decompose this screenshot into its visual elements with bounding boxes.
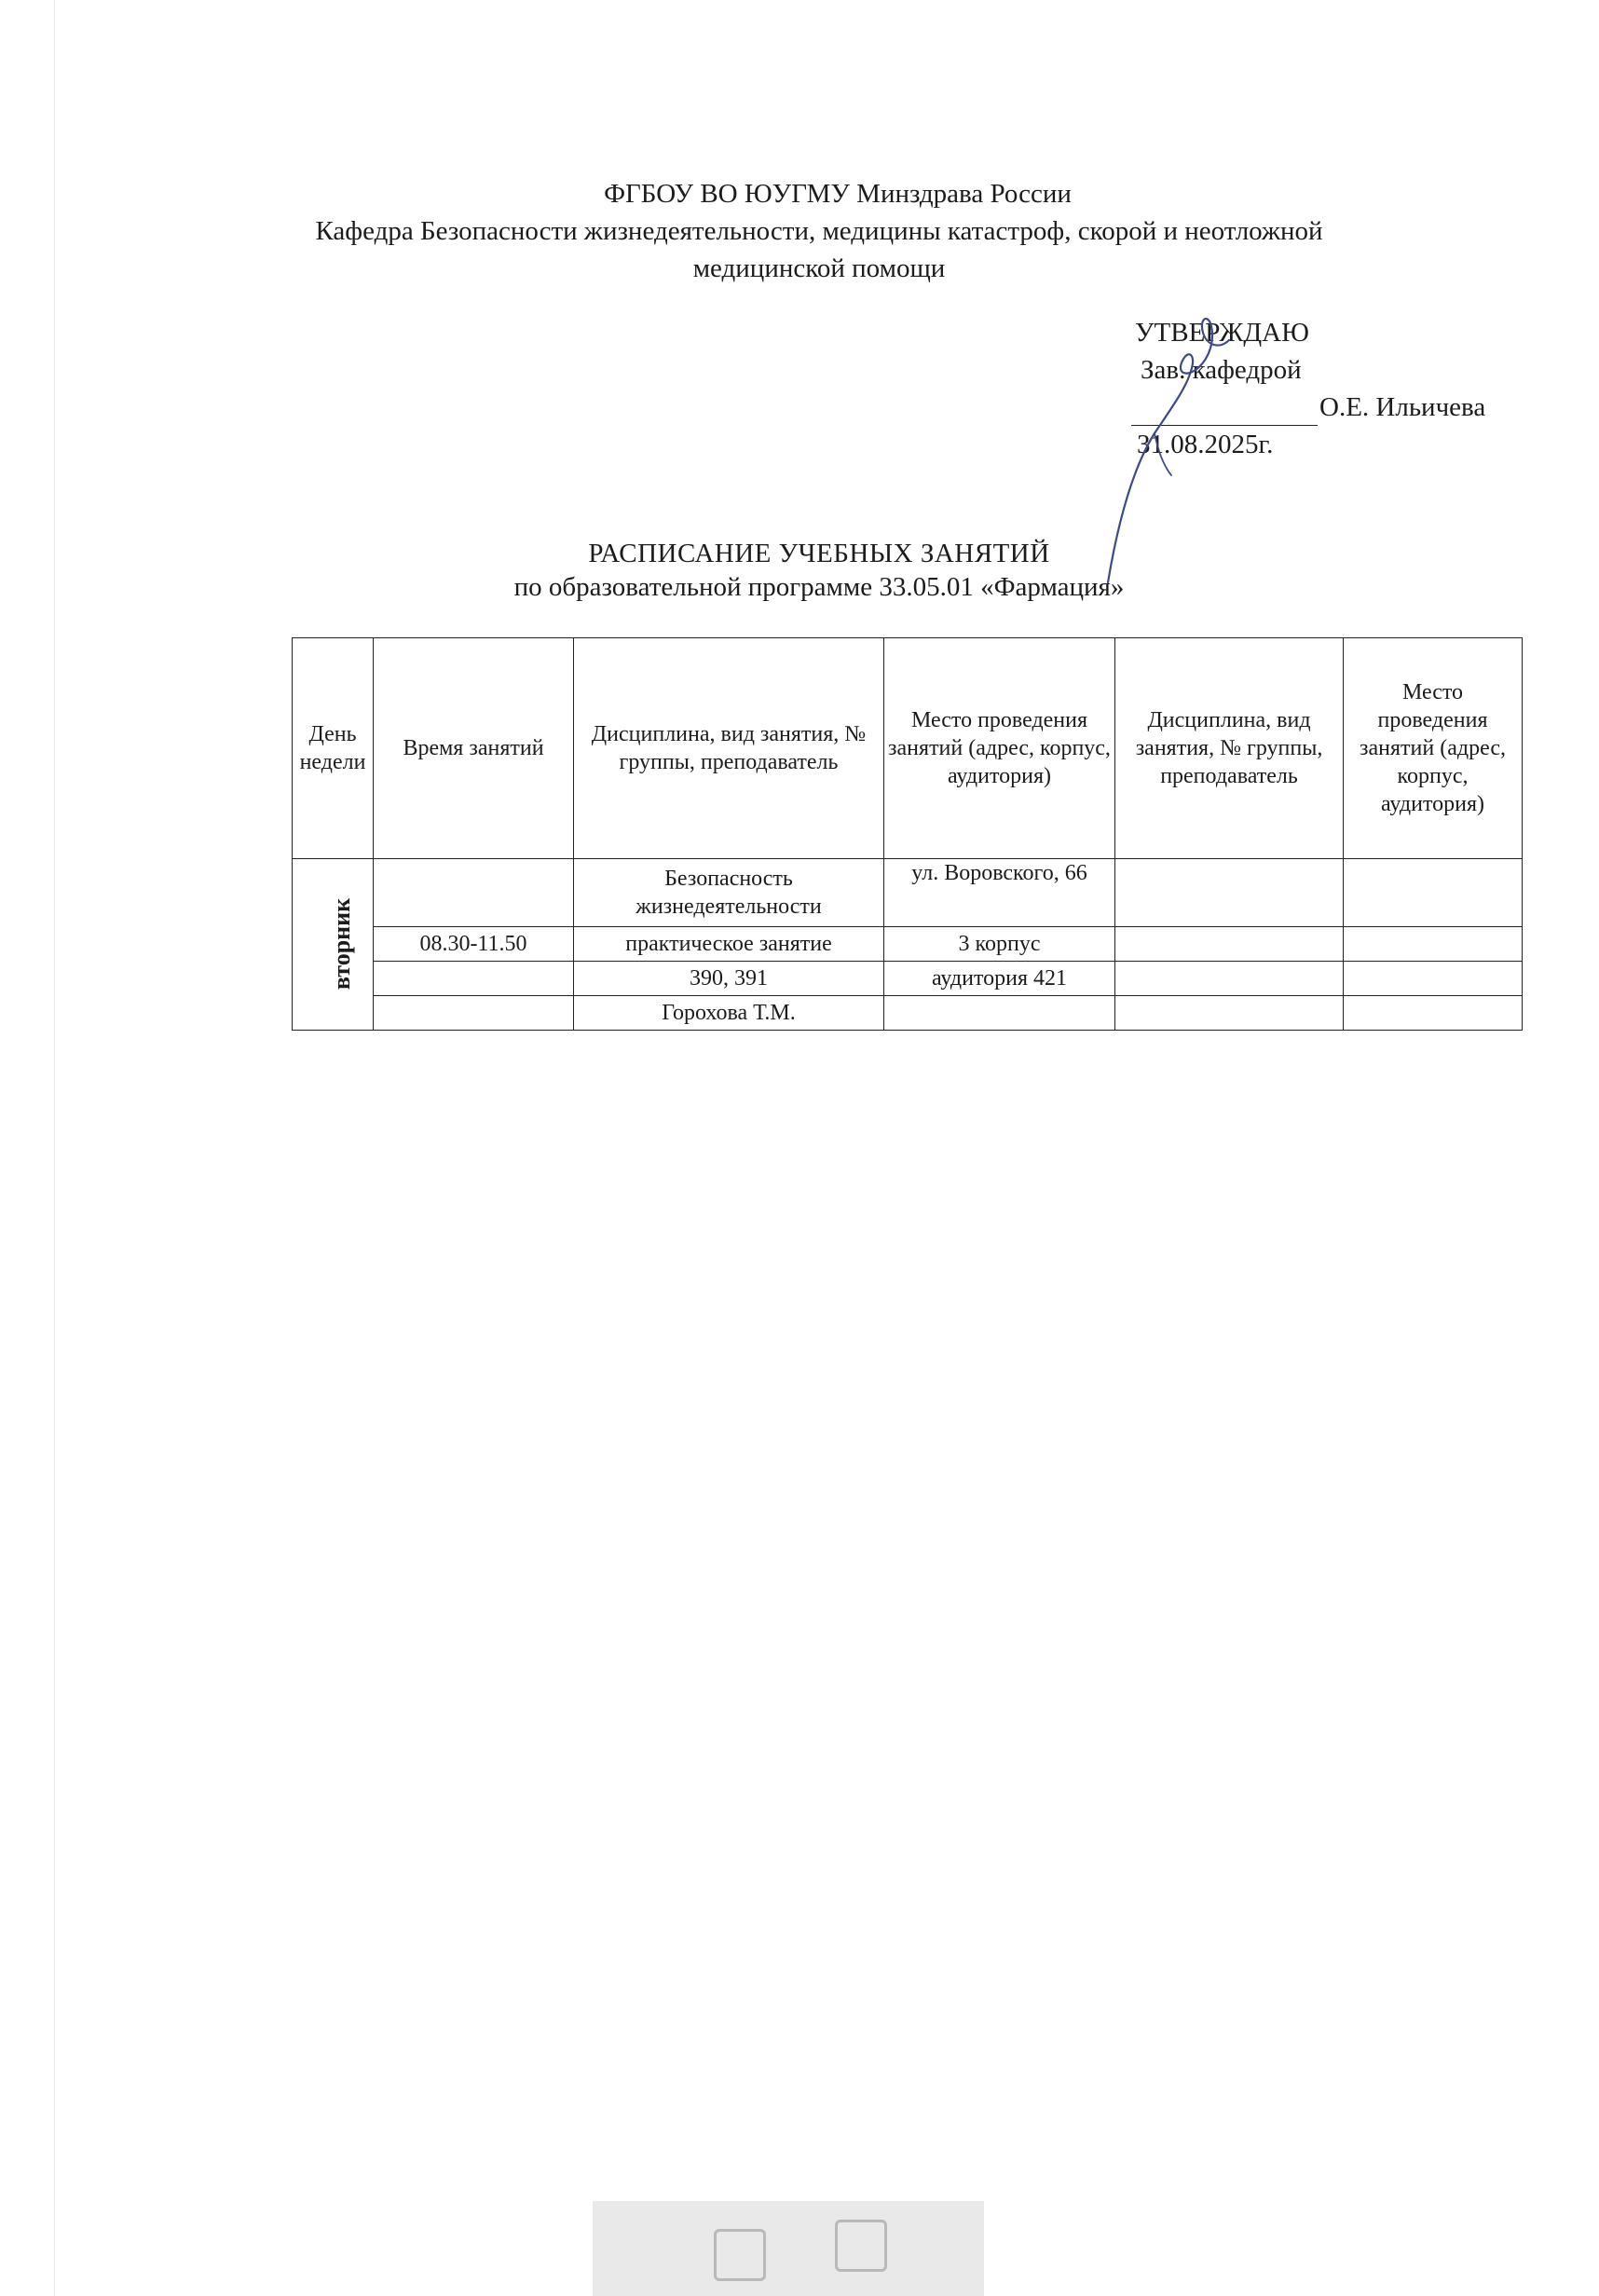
approver-name: О.Е. Ильичева xyxy=(1319,392,1486,422)
document-header xyxy=(55,175,1583,287)
header-day: День недели xyxy=(293,638,374,859)
header-discipline-2: Дисциплина, вид занятия, № группы, преподаватель xyxy=(1115,638,1344,859)
discipline-cell: 390, 391 xyxy=(574,962,884,996)
place-cell: аудитория 421 xyxy=(884,962,1115,996)
discipline-cell-2 xyxy=(1115,996,1344,1031)
department-name: Кафедра Безопасности жизнедеятельности, медицины катастроф, скорой и неотложной xyxy=(315,216,1323,246)
discipline-cell-2 xyxy=(1115,927,1344,962)
time-cell xyxy=(374,859,574,927)
place-cell: 3 корпус xyxy=(884,927,1115,962)
document-subtitle: по образовательной программе 33.05.01 «Фармация» xyxy=(513,572,1125,602)
table-row xyxy=(293,859,1523,927)
approval-role: Зав. кафедрой xyxy=(1141,355,1302,385)
place-cell: ул. Воровского, 66 xyxy=(884,859,1115,927)
time-cell xyxy=(374,996,574,1031)
day-cell xyxy=(293,859,374,1031)
approval-date: 31.08.2025г. xyxy=(1137,430,1274,459)
place-cell-2 xyxy=(1344,962,1523,996)
approval-title: УТВЕРЖДАЮ xyxy=(1135,318,1309,348)
table-header-row xyxy=(293,638,1523,859)
place-cell-2 xyxy=(1344,927,1523,962)
header-time: Время занятий xyxy=(374,638,574,859)
time-cell: 08.30-11.50 xyxy=(374,927,574,962)
scanner-artifact xyxy=(593,2201,984,2296)
time-cell xyxy=(374,962,574,996)
table-row xyxy=(293,962,1523,996)
department-name-continued: медицинской помощи xyxy=(692,253,946,283)
upload-icon xyxy=(835,2220,887,2272)
table-row xyxy=(293,996,1523,1031)
document-page xyxy=(54,0,1583,2296)
discipline-cell: практическое занятие xyxy=(574,927,884,962)
schedule-table xyxy=(292,637,1523,1031)
institution-name: ФГБОУ ВО ЮУГМУ Минздрава России xyxy=(604,179,1072,209)
film-icon xyxy=(714,2229,766,2281)
document-title-block xyxy=(55,537,1583,604)
discipline-cell: Горохова Т.М. xyxy=(574,996,884,1031)
document-title: РАСПИСАНИЕ УЧЕБНЫХ ЗАНЯТИЙ xyxy=(588,539,1050,568)
place-cell-2 xyxy=(1344,996,1523,1031)
discipline-cell-2 xyxy=(1115,859,1344,927)
table-row xyxy=(293,927,1523,962)
header-place-1: Место проведения занятий (адрес, корпус, аудитория) xyxy=(884,638,1115,859)
header-place-2: Место проведения занятий (адрес, корпус, аудитория) xyxy=(1344,638,1523,859)
header-discipline-1: Дисциплина, вид занятия, № группы, преподаватель xyxy=(574,638,884,859)
day-label: вторник xyxy=(328,897,356,991)
discipline-cell-2 xyxy=(1115,962,1344,996)
place-cell-2 xyxy=(1344,859,1523,927)
place-cell xyxy=(884,996,1115,1031)
discipline-cell: Безопасность жизнедеятельности xyxy=(574,859,884,927)
